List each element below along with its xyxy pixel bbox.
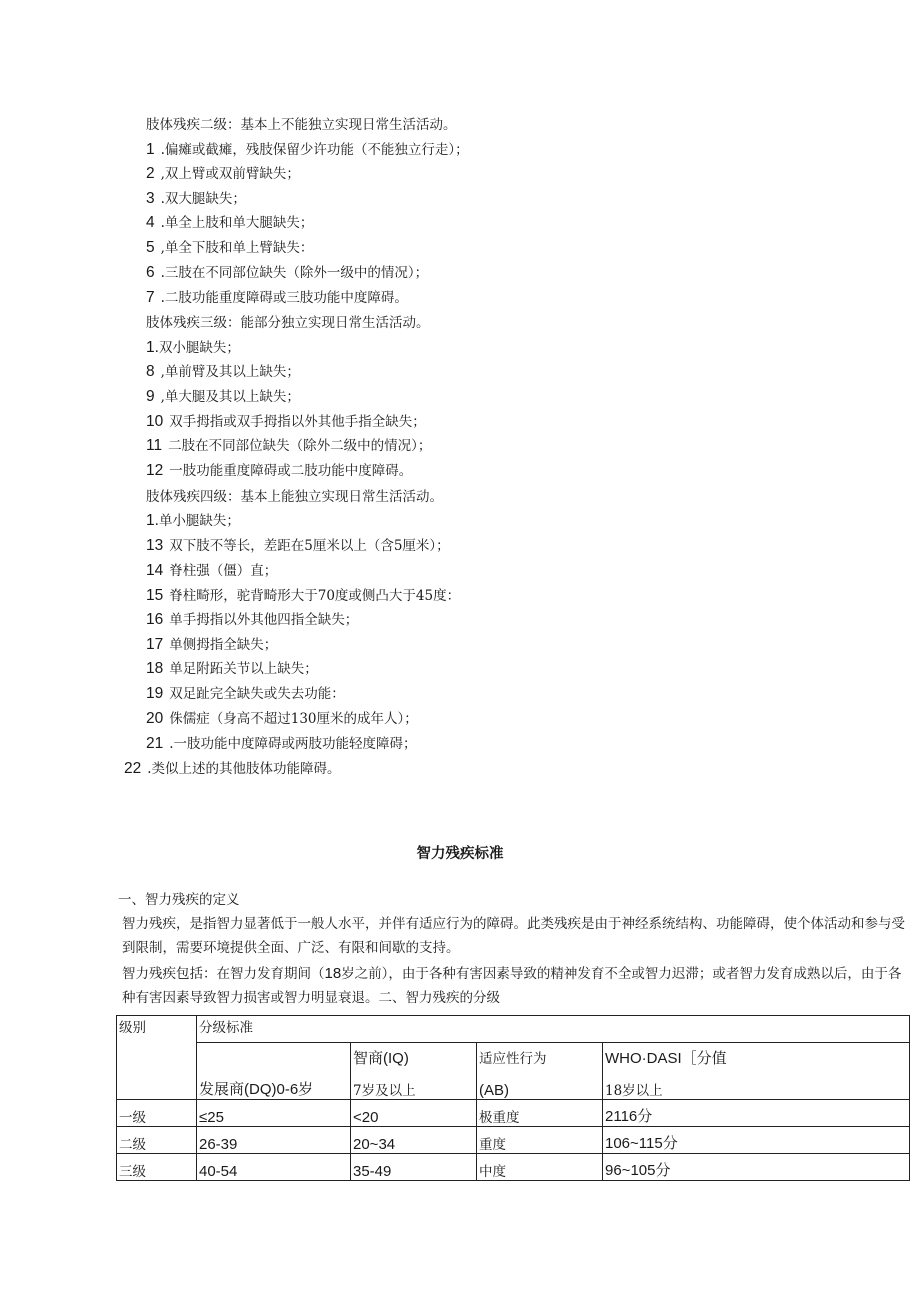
cell-dq: 40-54 bbox=[197, 1154, 351, 1181]
definition-paragraph: 智力残疾，是指智力显著低于一般人水平，并伴有适应行为的障碍。此类残疾是由于神经系统结构、功能障碍，使个体活动和参与受到限制，需要环境提供全面、广泛、有限和间歇的支持。 bbox=[122, 916, 905, 956]
list-item: 9 ,单大腿及其以上缺失； bbox=[146, 388, 300, 405]
cell-ab: 极重度 bbox=[477, 1100, 603, 1127]
list-item: 14 脊柱强（僵）直； bbox=[146, 562, 278, 579]
cell-ab: 重度 bbox=[477, 1127, 603, 1154]
list-item: 6 .三肢在不同部位缺失（除外一级中的情况）； bbox=[146, 264, 429, 281]
list-item: 8 ,单前臂及其以上缺失； bbox=[146, 363, 300, 380]
cell-who: 106~115分 bbox=[603, 1127, 910, 1154]
section-title: 智力残疾标准 bbox=[416, 846, 504, 862]
list-item: 1.双小腿缺失； bbox=[146, 339, 240, 356]
list-item: 16 单手拇指以外其他四指全缺失； bbox=[146, 611, 359, 628]
level3-heading: 肢体残疾三级：能部分独立实现日常生活活动。 bbox=[146, 315, 430, 331]
list-item: 11 二肢在不同部位缺失（除外二级中的情况）； bbox=[146, 437, 432, 454]
level2-heading: 肢体残疾二级：基本上不能独立实现日常生活活动。 bbox=[146, 117, 457, 133]
list-item: 17 单侧拇指全缺失； bbox=[146, 636, 278, 653]
cell-who: 96~105分 bbox=[603, 1154, 910, 1181]
list-item: 22 .类似上述的其他肢体功能障碍。 bbox=[124, 760, 341, 777]
header-level: 级别 bbox=[117, 1016, 197, 1100]
list-item: 7 .二肢功能重度障碍或三肢功能中度障碍。 bbox=[146, 289, 408, 306]
list-item: 21 .一肢功能中度障碍或两肢功能轻度障碍； bbox=[146, 735, 417, 752]
list-item: 20 侏儒症（身高不超过130厘米的成年人）； bbox=[146, 710, 418, 727]
cell-level: 三级 bbox=[117, 1154, 197, 1181]
header-dq: 发展商(DQ)0-6岁 bbox=[197, 1043, 351, 1100]
cell-iq: <20 bbox=[351, 1100, 477, 1127]
header-standard: 分级标准 bbox=[197, 1016, 910, 1043]
level4-heading: 肢体残疾四级：基本上能独立实现日常生活活动。 bbox=[146, 489, 443, 505]
cell-dq: 26-39 bbox=[197, 1127, 351, 1154]
list-item: 1.单小腿缺失； bbox=[146, 512, 240, 529]
grade-table bbox=[116, 1015, 910, 1181]
list-item: 18 单足附跖关节以上缺失； bbox=[146, 660, 318, 677]
list-item: 3 .双大腿缺失； bbox=[146, 190, 246, 207]
cell-level: 一级 bbox=[117, 1100, 197, 1127]
list-item: 10 双手拇指或双手拇指以外其他手指全缺失； bbox=[146, 413, 426, 430]
list-item: 19 双足趾完全缺失或失去功能： bbox=[146, 685, 345, 702]
table-row bbox=[117, 1127, 910, 1154]
cell-dq: ≤25 bbox=[197, 1100, 351, 1127]
list-item: 1 .偏瘫或截瘫，残肢保留少许功能（不能独立行走）； bbox=[146, 141, 469, 158]
scope-paragraph: 智力残疾包括：在智力发育期间（18岁之前），由于各种有害因素导致的精神发育不全或智力迟滞；或者智力发育成熟以后，由于各种有害因素导致智力损害或智力明显衰退。二、智力残疾的分级 bbox=[122, 965, 902, 1006]
list-item: 4 .单全上肢和单大腿缺失； bbox=[146, 214, 314, 231]
cell-who: 2116分 bbox=[603, 1100, 910, 1127]
cell-iq: 20~34 bbox=[351, 1127, 477, 1154]
list-item: 5 ,单全下肢和单上臂缺失： bbox=[146, 239, 314, 256]
list-item: 15 脊柱畸形，驼背畸形大于70度或侧凸大于45度： bbox=[146, 587, 461, 604]
cell-level: 二级 bbox=[117, 1127, 197, 1154]
header-iq: 智商(IQ) 7岁及以上 bbox=[351, 1043, 477, 1100]
list-item: 13 双下肢不等长，差距在5厘米以上（含5厘米）； bbox=[146, 537, 450, 554]
list-item: 2 ,双上臂或双前臂缺失； bbox=[146, 165, 300, 182]
header-ab: 适应性行为 (AB) bbox=[477, 1043, 603, 1100]
table-row bbox=[117, 1100, 910, 1127]
header-who: WHO·DASI［分值 18岁以上 bbox=[603, 1043, 910, 1100]
list-item: 12 一肢功能重度障碍或二肢功能中度障碍。 bbox=[146, 462, 413, 479]
definition-heading: 一、智力残疾的定义 bbox=[118, 892, 240, 908]
cell-iq: 35-49 bbox=[351, 1154, 477, 1181]
cell-ab: 中度 bbox=[477, 1154, 603, 1181]
table-row bbox=[117, 1154, 910, 1181]
